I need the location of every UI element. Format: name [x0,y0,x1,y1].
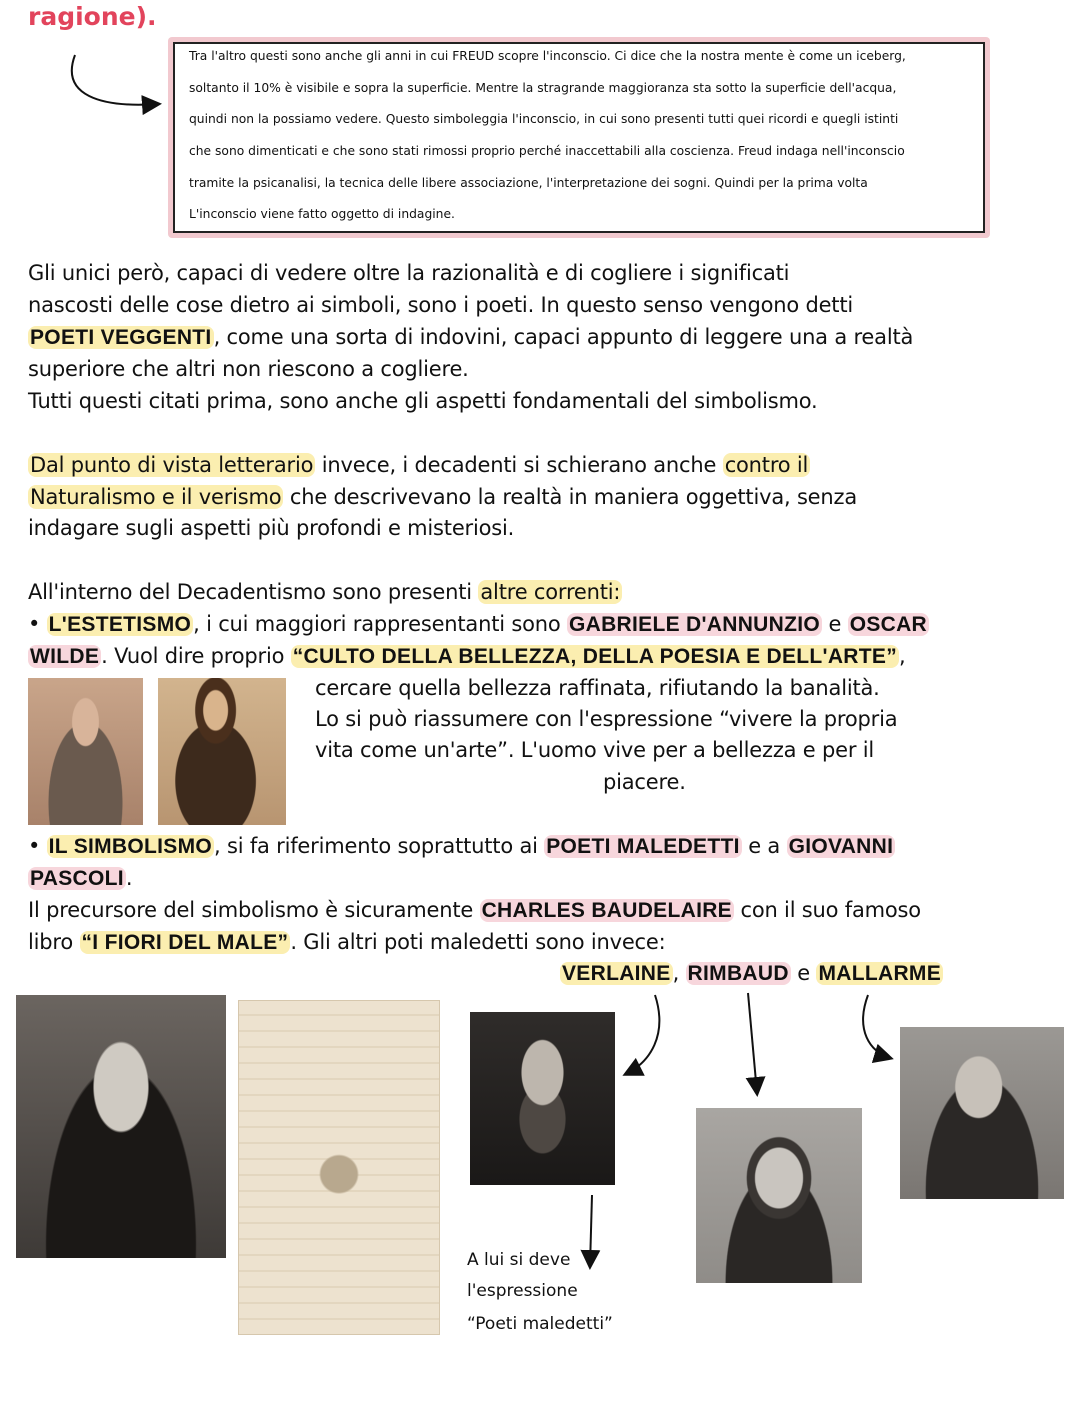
box-line: L'inconscio viene fatto oggetto di indagine. [189,207,455,221]
highlighted-term: PASCOLI [30,867,124,890]
highlighted-term: Naturalismo e il verismo [30,485,282,509]
text-segment: , [899,644,906,668]
text-segment: libro [28,930,80,954]
text-line [28,641,906,672]
text-segment: , [672,961,686,985]
photo-baudelaire [16,995,226,1258]
text-line [315,673,880,703]
text-segment: vita come un'arte”. L'uomo vive per a bellezza e per il [315,738,875,762]
highlighted-term: “CULTO DELLA BELLEZZA, DELLA POESIA E DELL'ARTE” [292,645,898,668]
text-segment: con il suo famoso [734,898,921,922]
photo-dannunzio [28,678,143,825]
text-segment: piacere. [603,770,686,794]
text-segment: che descrivevano la realtà in maniera oggettiva, senza [283,485,858,509]
highlighted-term: IL SIMBOLISMO [48,835,213,858]
text-line [28,386,818,416]
text-line [28,577,622,607]
text-segment: e a [741,834,787,858]
section-title-fragment: ragione). [28,2,157,31]
caption-line: A lui si deve [467,1250,571,1270]
text-segment: , si fa riferimento soprattutto ai [214,834,545,858]
text-segment: cercare quella bellezza raffinata, rifiutando la banalità. [315,676,880,700]
text-line [315,704,897,734]
caption-line: “Poeti maledetti” [467,1314,613,1334]
photo-fleurs-du-mal-manuscript [238,1000,440,1335]
text-segment: Gli unici però, capaci di vedere oltre la razionalità e di cogliere i significati [28,261,790,285]
text-line [28,322,913,353]
text-line [28,450,810,480]
text-line [28,895,921,926]
highlighted-term: altre correnti: [480,580,621,604]
arrow-to-freud-box-icon [72,55,158,105]
text-segment: indagare sugli aspetti più profondi e misteriosi. [28,516,515,540]
box-line: che sono dimenticati e che sono stati rimossi proprio perché inaccettabili alla coscienza. Freud indaga nell'inconscio [189,144,905,158]
text-line [603,767,686,797]
text-line [28,513,514,543]
text-segment: . Gli altri poti maledetti sono invece: [290,930,666,954]
arrow-to-verlaine-icon [626,995,659,1074]
photo-mallarme [900,1027,1064,1199]
highlighted-term: contro il [724,453,809,477]
text-line [28,482,857,512]
text-segment: . Vuol dire proprio [101,644,291,668]
highlighted-term: WILDE [30,645,100,668]
text-segment: . [125,866,133,890]
text-segment: Il precursore del simbolismo è sicuramente [28,898,480,922]
highlighted-term: CHARLES BAUDELAIRE [481,899,732,922]
freud-note-box [168,37,990,238]
photo-oscar-wilde [158,678,286,825]
text-line [28,863,132,894]
highlighted-term: RIMBAUD [687,962,789,985]
text-segment: superiore che altri non riescono a cogliere. [28,357,469,381]
highlighted-term: GABRIELE D'ANNUNZIO [568,613,821,636]
highlighted-term: POETI VEGGENTI [30,326,212,349]
highlighted-term: VERLAINE [562,962,671,985]
text-line [28,831,895,862]
photo-rimbaud [696,1108,862,1283]
highlighted-term: OSCAR [849,613,928,636]
text-segment: e [790,961,817,985]
text-segment: , come una sorta di indovini, capaci appunto di leggere una a realtà [213,325,914,349]
box-line: quindi non la possiamo vedere. Questo simboleggia l'inconscio, in cui sono presenti tutti quei ricordi e quegli istinti [189,112,899,126]
highlighted-term: MALLARME [818,962,942,985]
text-segment: • [28,834,47,858]
text-segment: e [822,612,848,636]
box-line: soltanto il 10% è visibile e sopra la superficie. Mentre la stragrande maggioranza sta sotto la superficie dell'acqua, [189,81,897,95]
photo-verlaine [470,1012,615,1185]
box-line: tramite la psicanalisi, la tecnica delle libere associazione, l'interpretazione dei sogni. Quindi per la prima volta [189,176,868,190]
box-line: Tra l'altro questi sono anche gli anni in cui FREUD scopre l'inconscio. Ci dice che la nostra mente è come un iceberg, [189,49,906,63]
text-segment: Lo si può riassumere con l'espressione “vivere la propria [315,707,898,731]
highlighted-term: L'ESTETISMO [48,613,192,636]
text-line [28,258,789,288]
highlighted-term: Dal punto di vista letterario [30,453,314,477]
text-segment: , i cui maggiori rappresentanti sono [193,612,567,636]
caption-line: l'espressione [467,1281,578,1301]
text-segment: invece, i decadenti si schierano anche [315,453,723,477]
arrow-to-verlaine-caption-icon [590,1195,592,1266]
text-line [28,609,929,640]
arrow-to-rimbaud-icon [748,993,757,1093]
highlighted-term: “I FIORI DEL MALE” [81,931,289,954]
text-segment: • [28,612,47,636]
highlighted-term: GIOVANNI [788,835,894,858]
text-line [315,735,874,765]
text-segment: nascosti delle cose dietro ai simboli, sono i poeti. In questo senso vengono detti [28,293,854,317]
text-line [560,958,943,989]
text-segment: All'interno del Decadentismo sono presenti [28,580,479,604]
text-line [28,927,666,958]
arrow-to-mallarme-icon [863,995,890,1058]
highlighted-term: POETI MALEDETTI [546,835,740,858]
text-line [28,354,469,384]
text-segment: Tutti questi citati prima, sono anche gli aspetti fondamentali del simbolismo. [28,389,818,413]
text-line [28,290,853,320]
